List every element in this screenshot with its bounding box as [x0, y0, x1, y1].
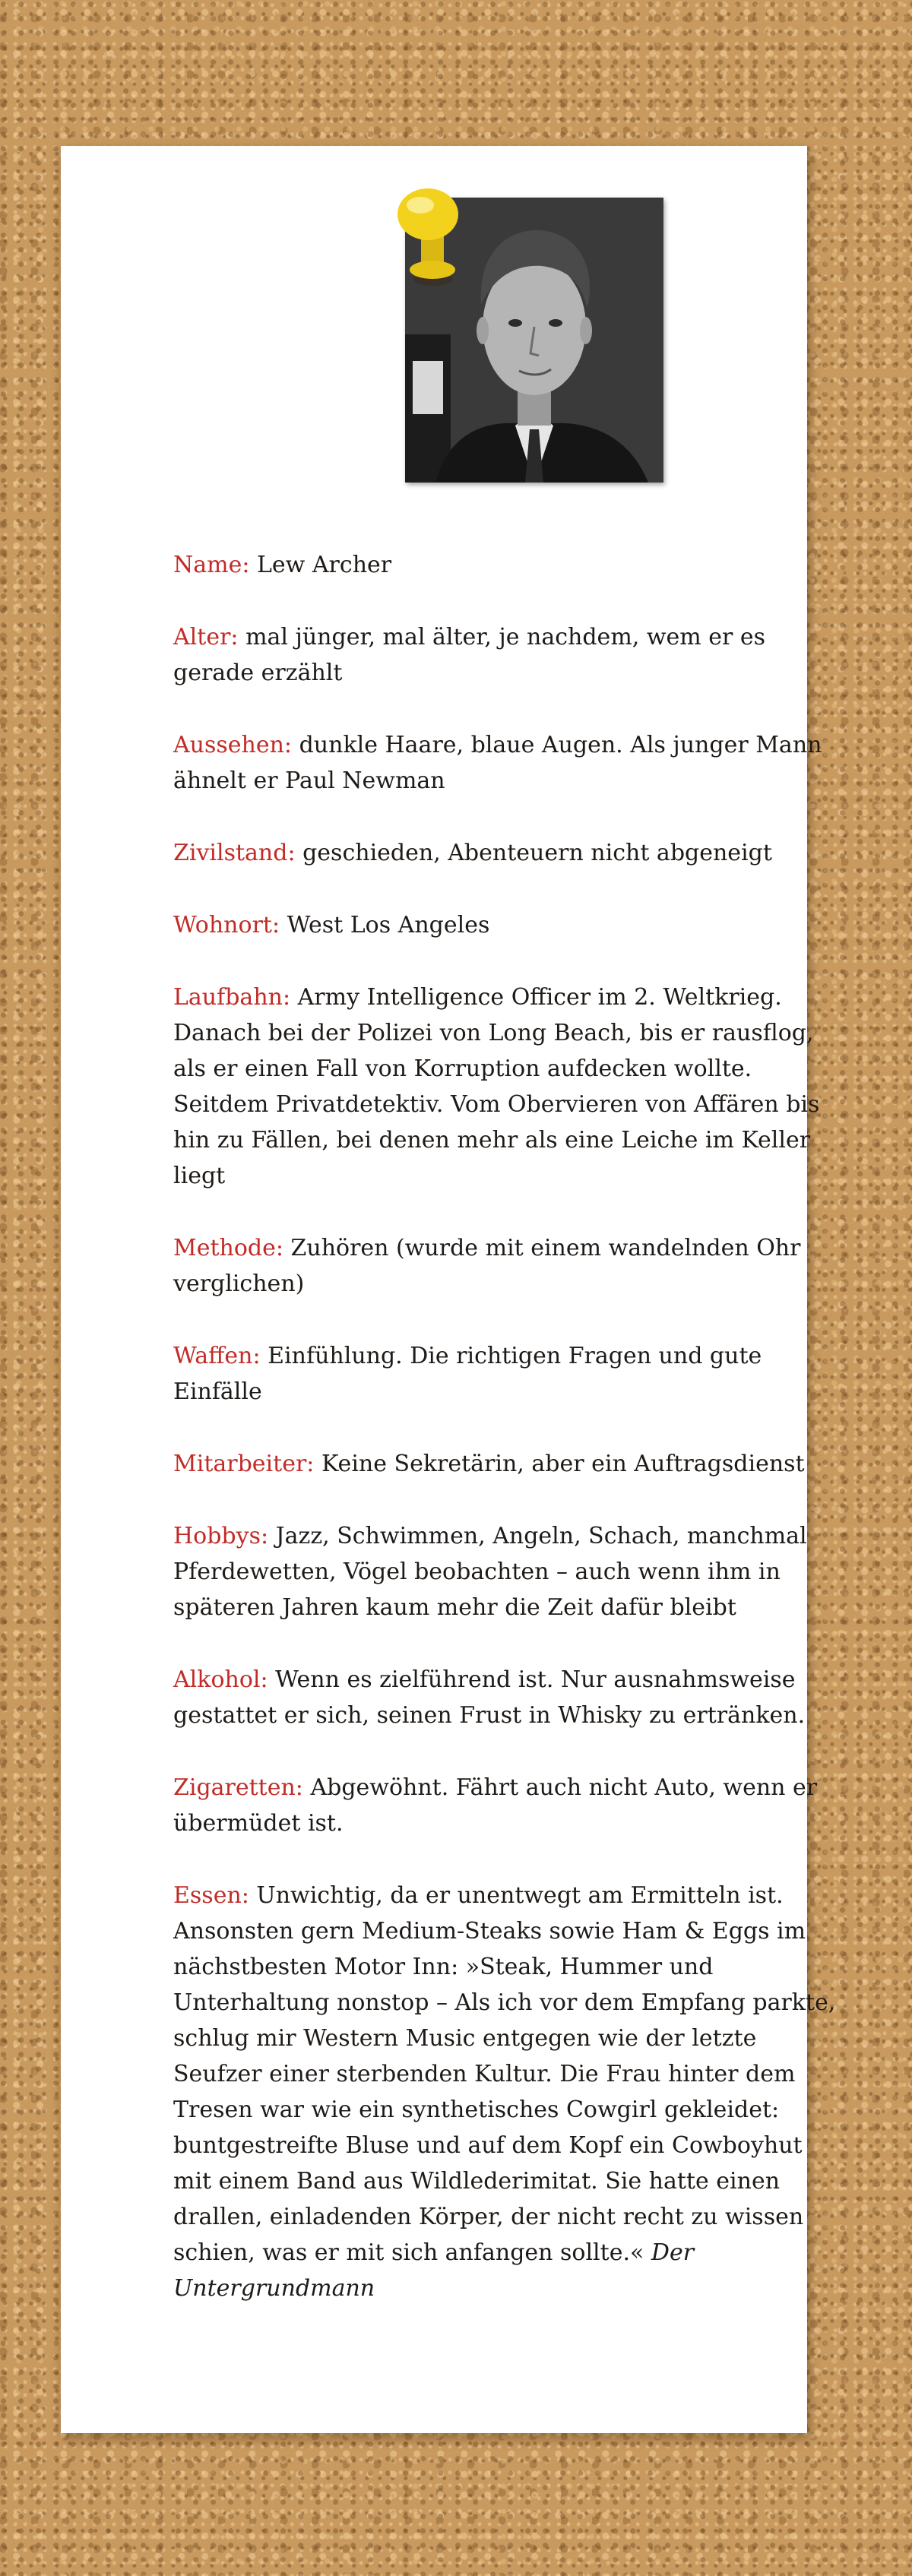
entry-laufbahn: [173, 979, 842, 1194]
entry-zivilstand: [173, 835, 842, 871]
entry-text: Wenn es zielführend ist. Nur ausnahmsweise gestattet er sich, seinen Frust in Whisky zu ertränken.: [173, 1666, 806, 1729]
entry-methode: [173, 1230, 842, 1302]
entry-label: Aussehen:: [173, 732, 293, 758]
entry-name: [173, 547, 842, 583]
entry-text: Abgewöhnt. Fährt auch nicht Auto, wenn er übermüdet ist.: [173, 1774, 818, 1837]
entry-text: Einfühlung. Die richtigen Fragen und gute Einfälle: [173, 1343, 762, 1405]
entry-text: West Los Angeles: [287, 912, 490, 938]
entry-label: Alkohol:: [173, 1666, 268, 1693]
profile-card: [61, 146, 836, 2433]
entry-aussehen: [173, 727, 842, 799]
push-pin-icon: [386, 182, 470, 289]
entry-text: Lew Archer: [257, 552, 392, 578]
entry-label: Hobbys:: [173, 1523, 269, 1549]
entry-label: Zivilstand:: [173, 840, 296, 866]
entry-text: dunkle Haare, blaue Augen. Als junger Mann ähnelt er Paul Newman: [173, 732, 822, 794]
entry-alter: [173, 619, 842, 691]
entry-text: geschieden, Abenteuern nicht abgeneigt: [302, 840, 772, 866]
entry-label: Essen:: [173, 1882, 249, 1909]
entry-waffen: [173, 1338, 842, 1410]
entry-alkohol: [173, 1662, 842, 1733]
entry-label: Zigaretten:: [173, 1774, 303, 1801]
entry-label: Laufbahn:: [173, 984, 291, 1011]
entry-text: Keine Sekretärin, aber ein Auftragsdienst: [321, 1451, 805, 1477]
entry-text: mal jünger, mal älter, je nachdem, wem er es gerade erzählt: [173, 624, 766, 686]
entry-label: Methode:: [173, 1235, 283, 1261]
entry-zigaretten: [173, 1770, 842, 1841]
quote-source: Der Untergrundmann: [173, 2239, 695, 2302]
entry-mitarbeiter: [173, 1446, 842, 1482]
entry-label: Wohnort:: [173, 912, 280, 938]
entry-wohnort: [173, 907, 842, 943]
entry-text: Zuhören (wurde mit einem wandelnden Ohr verglichen): [173, 1235, 801, 1297]
entry-label: Name:: [173, 552, 250, 578]
entry-text: Jazz, Schwimmen, Angeln, Schach, manchmal Pferdewetten, Vögel beobachten – auch wenn ihm in späteren Jahren kaum mehr die Zeit dafür bleibt: [173, 1523, 807, 1621]
profile-details: [173, 547, 842, 2343]
entry-text: Unwichtig, da er unentwegt am Ermitteln ist. Ansonsten gern Medium-Steaks sowie Ham & Eggs im nächstbesten Motor Inn: »Steak, Hummer und Unterhaltung nonstop – Als ich vor dem Empfang parkte, schlug mir Western Music entgegen wie der letzte Seufzer einer sterbenden Kultur. Die Frau hinter dem Tresen war wie ein synthetisches Cowgirl gekleidet: buntgestreifte Bluse und auf dem Kopf ein Cowboyhut mit einem Band aus Wildlederimitat. Sie hatte einen drallen, einladenden Körper, der nicht recht zu wissen schien, was er mit sich anfangen sollte.«: [173, 1882, 836, 2266]
entry-hobbys: [173, 1518, 842, 1625]
entry-label: Alter:: [173, 624, 239, 650]
entry-label: Mitarbeiter:: [173, 1451, 315, 1477]
entry-label: Waffen:: [173, 1343, 261, 1369]
entry-essen: [173, 1878, 842, 2306]
entry-text: Army Intelligence Officer im 2. Weltkrieg. Danach bei der Polizei von Long Beach, bis er rausflog, als er einen Fall von Korruption aufdecken wollte. Seitdem Privatdetektiv. Vom Obervieren von Affären bis hin zu Fällen, bei denen mehr als eine Leiche im Keller liegt: [173, 984, 820, 1189]
